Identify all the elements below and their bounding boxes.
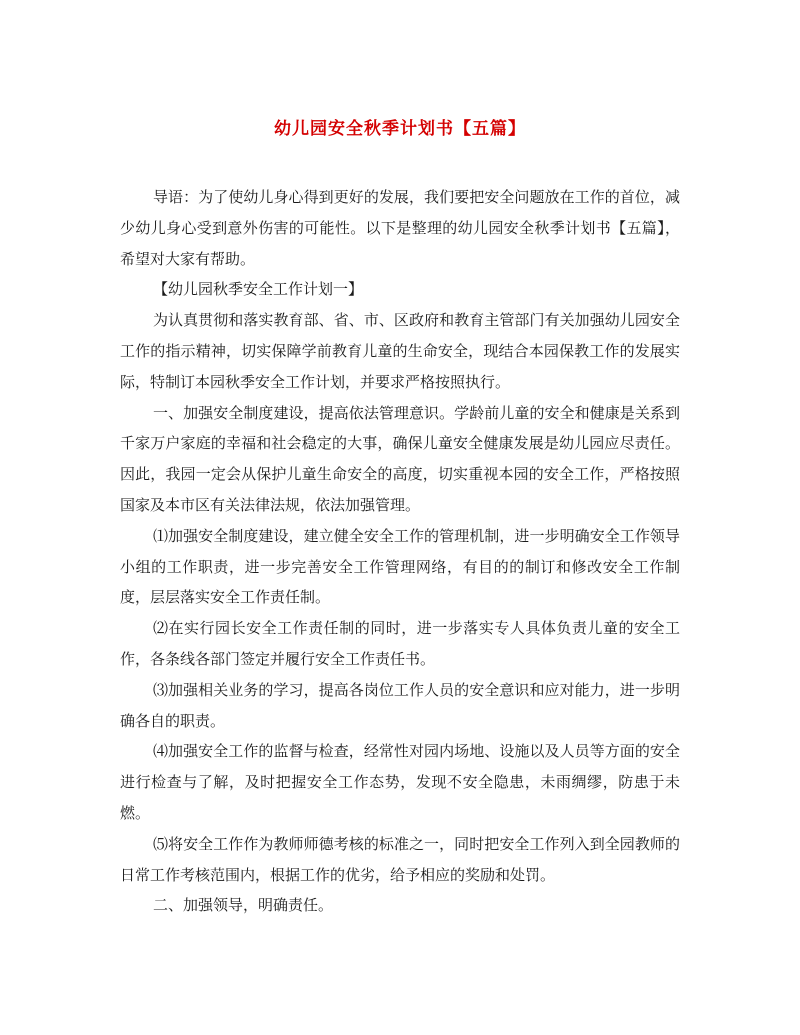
body-paragraph: 二、加强领导，明确责任。: [153, 896, 334, 915]
document-body: [120, 182, 680, 921]
body-paragraph: 为认真贯彻和落实教育部、省、市、区政府和教育主管部门有关加强幼儿园安全工作的指示精神，切实保障学前教育儿童的生命安全，现结合本园保教工作的发展实际，特制订本园秋季安全工作计划，并要求严格按照执行。: [120, 311, 680, 391]
list-item-paragraph: ⑴加强安全制度建设，建立健全安全工作的管理机制，进一步明确安全工作领导小组的工作职责，进一步完善安全工作管理网络，有目的的制订和修改安全工作制度，层层落实安全工作责任制。: [120, 526, 680, 607]
document-title: 幼儿园安全秋季计划书【五篇】: [274, 119, 526, 139]
list-item-paragraph: ⑷加强安全工作的监督与检查，经常性对园内场地、设施以及人员等方面的安全进行检查与了解，及时把握安全工作态势，发现不安全隐患，未雨绸缪，防患于未燃。: [120, 742, 680, 822]
intro-paragraph: 导语：为了使幼儿身心得到更好的发展，我们要把安全问题放在工作的首位，减少幼儿身心受到意外伤害的可能性。以下是整理的幼儿园安全秋季计划书【五篇】，希望对大家有帮助。: [120, 188, 680, 268]
list-item-paragraph: ⑸将安全工作作为教师师德考核的标准之一，同时把安全工作列入到全园教师的日常工作考核范围内，根据工作的优劣，给予相应的奖励和处罚。: [120, 834, 680, 884]
section-heading: 【幼儿园秋季安全工作计划一】: [153, 280, 364, 299]
list-item-paragraph: ⑵在实行园长安全工作责任制的同时，进一步落实专人具体负责儿童的安全工作，各条线各部门签定并履行安全工作责任书。: [120, 619, 680, 668]
body-paragraph: 一、加强安全制度建设，提高依法管理意识。学龄前儿童的安全和健康是关系到千家万户家庭的幸福和社会稳定的大事，确保儿童安全健康发展是幼儿园应尽责任。因此，我园一定会从保护儿童生命安全的高度，切实重视本园的安全工作，严格按照国家及本市区有关法律法规，依法加强管理。: [120, 403, 680, 514]
list-item-paragraph: ⑶加强相关业务的学习，提高各岗位工作人员的安全意识和应对能力，进一步明确各自的职责。: [120, 680, 680, 730]
